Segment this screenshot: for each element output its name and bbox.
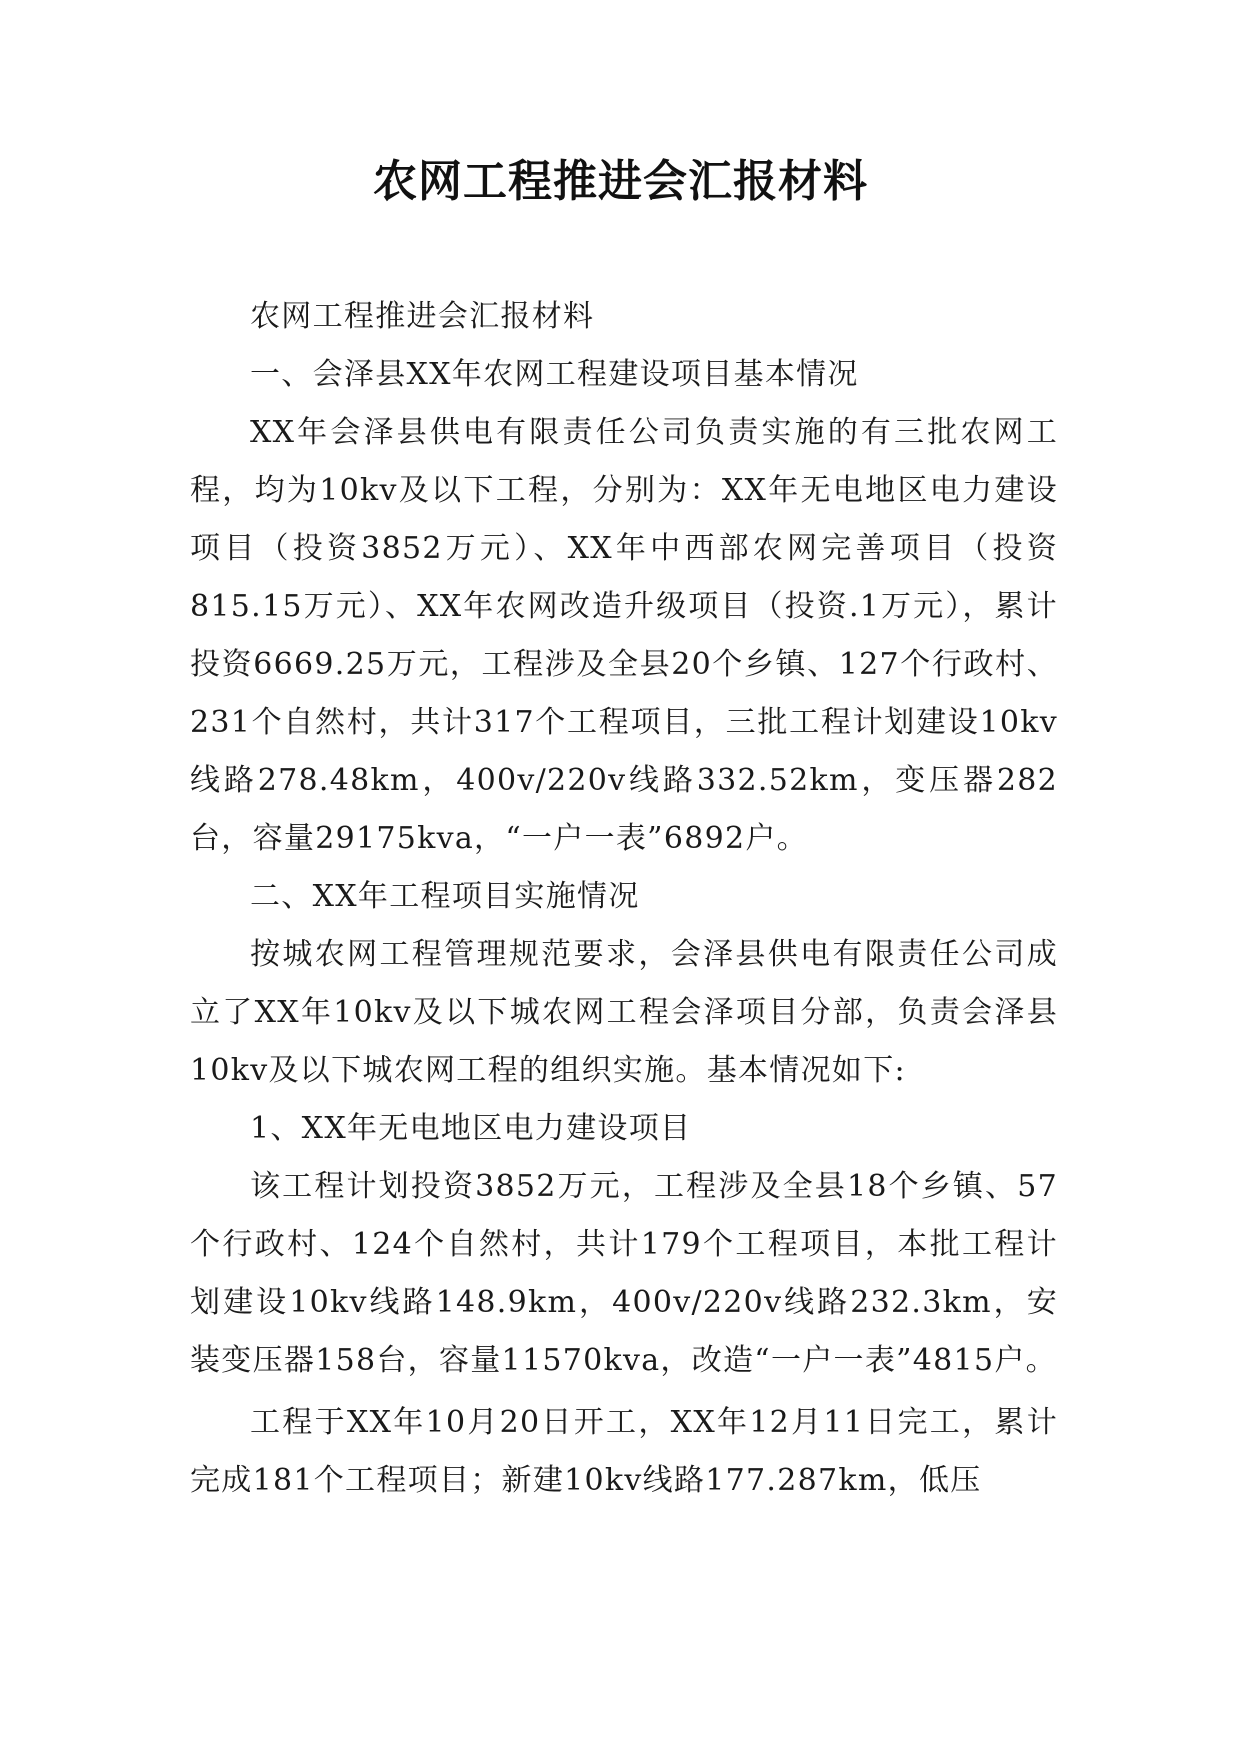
document-body (190, 288, 1058, 1510)
paragraph-subsection-details: 该工程计划投资3852万元，工程涉及全县18个乡镇、57个行政村、124个自然村，共计179个工程项目，本批工程计划建设10kv线路148.9km，400v/220v线路232.3km，安装变压器158台，容量11570kva，改造“一户一表”4815户。 (190, 1169, 1058, 1378)
document-title: 农网工程推进会汇报材料 (373, 156, 868, 207)
section-heading-2: 二、XX年工程项目实施情况 (250, 879, 640, 914)
subsection-heading-1: 1、XX年无电地区电力建设项目 (250, 1111, 692, 1146)
paragraph-implementation: 按城农网工程管理规范要求，会泽县供电有限责任公司成立了XX年10kv及以下城农网工程会泽项目分部，负责会泽县10kv及以下城农网工程的组织实施。基本情况如下: (190, 937, 1058, 1088)
section-heading-1: 一、会泽县XX年农网工程建设项目基本情况 (250, 357, 859, 392)
paragraph-project-overview: XX年会泽县供电有限责任公司负责实施的有三批农网工程，均为10kv及以下工程，分别为：XX年无电地区电力建设项目（投资3852万元）、XX年中西部农网完善项目（投资815.15万元）、XX年农网改造升级项目（投资.1万元），累计投资6669.25万元，工程涉及全县20个乡镇、127个行政村、231个自然村，共计317个工程项目，三批工程计划建设10kv线路278.48km，400v/220v线路332.52km，变压器282台，容量29175kva，“一户一表”6892户。 (190, 415, 1058, 856)
paragraph-intro-title: 农网工程推进会汇报材料 (250, 299, 595, 334)
paragraph-construction-progress: 工程于XX年10月20日开工，XX年12月11日完工，累计完成181个工程项目；新建10kv线路177.287km，低压 (190, 1405, 1058, 1498)
